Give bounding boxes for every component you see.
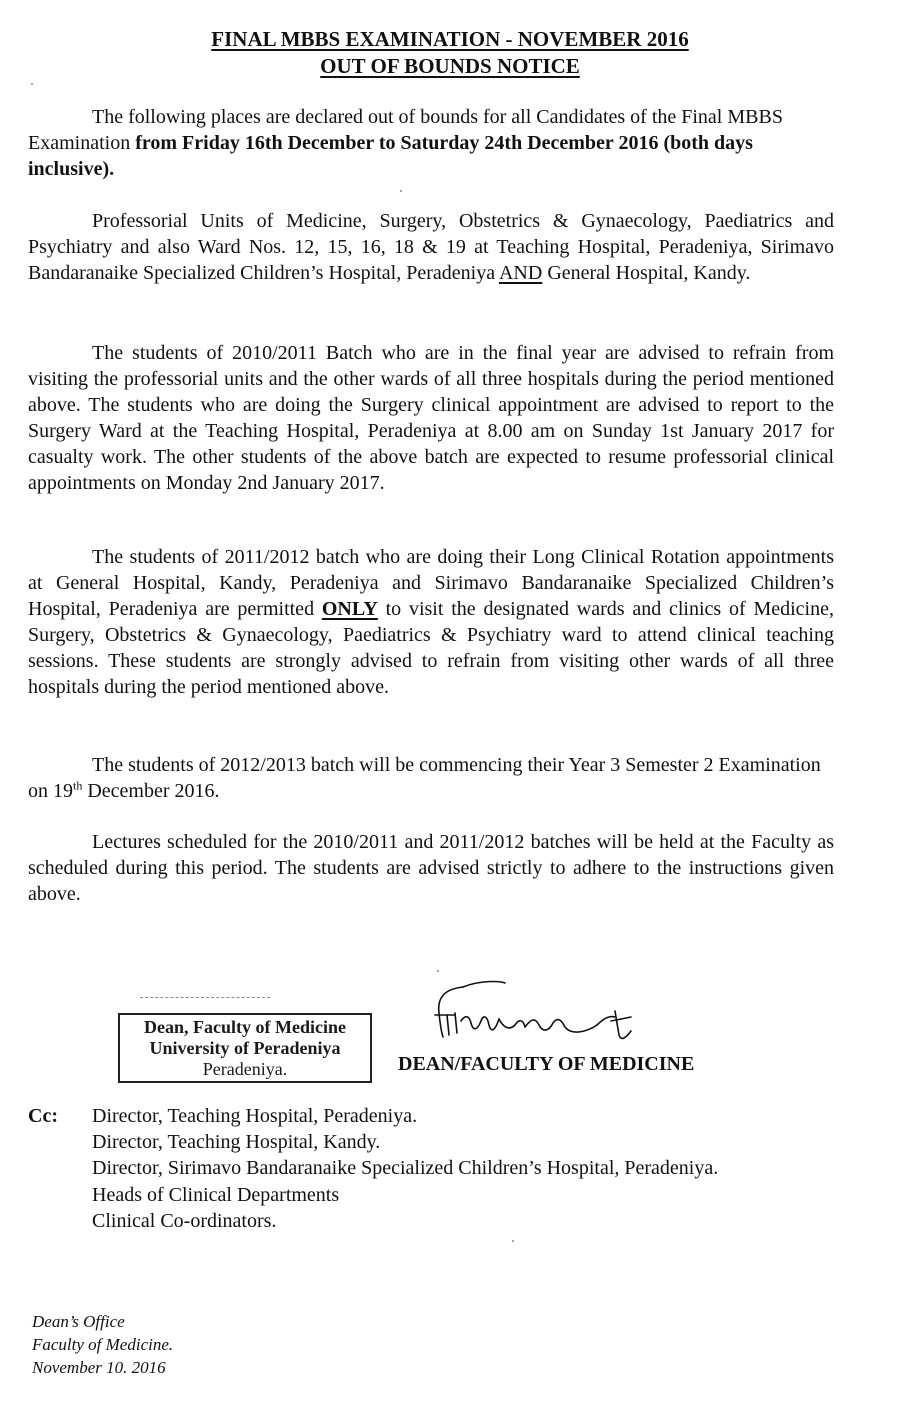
- paragraph-text: The students of 2011/2012 batch who are doing their Long Clinical Rotation appointments at General Hospital, Kandy, Peradeniya and Sirimavo Bandaranaike Specialized Children’s Hospital, Peradeniya are permitted: [28, 546, 834, 620]
- official-stamp: [118, 1013, 372, 1083]
- dean-signature: [425, 975, 655, 1045]
- notice-title-block: [0, 26, 900, 80]
- paragraph-text: The students of 2010/2011 Batch who are in the final year are advised to refrain from visiting the professorial units and the other wards of all three hospitals during the period mentioned above. The students who are doing the Surgery clinical appointment are advised to report to the Surgery Ward at the Teaching Hospital, Peradeniya at 8.00 am on Sunday 1st January 2017 for casualty work. The other students of the above batch are expected to resume professorial clinical appointments on Monday 2nd January 2017.: [28, 342, 834, 494]
- footer-date: November 10. 2016: [32, 1358, 166, 1377]
- scan-speck: [512, 1240, 514, 1242]
- footer-sender-block: [32, 1310, 173, 1379]
- stamp-line-1: Dean, Faculty of Medicine: [144, 1017, 346, 1037]
- cc-label: Cc:: [28, 1105, 58, 1127]
- ordinal-suffix: th: [73, 778, 83, 793]
- cc-recipient: Heads of Clinical Departments: [92, 1183, 340, 1206]
- stamp-line-3: Peradeniya.: [202, 1059, 288, 1079]
- stamp-line-2: University of Peradeniya: [149, 1038, 341, 1058]
- notice-title: FINAL MBBS EXAMINATION - NOVEMBER 2016: [211, 27, 689, 51]
- paragraph-lectures: [28, 829, 834, 907]
- underlined-and: AND: [498, 262, 543, 284]
- paragraph-out-of-bounds-dates: [28, 104, 834, 182]
- cc-recipient: Director, Sirimavo Bandaranaike Specialized Children’s Hospital, Peradeniya.: [92, 1157, 719, 1180]
- emphasis-only: ONLY: [321, 598, 378, 620]
- signatory-title: DEAN/FACULTY OF MEDICINE: [398, 1053, 695, 1075]
- paragraph-text: Lectures scheduled for the 2010/2011 and 2011/2012 batches will be held at the Faculty as scheduled during this period. The students are advised strictly to adhere to the instructions given above.: [28, 831, 834, 905]
- stamp-top-mark: [140, 997, 270, 1000]
- paragraph-bold-dates: from Friday 16th December to Saturday 24th December 2016 (both days inclusive).: [28, 132, 753, 180]
- scan-speck: [437, 970, 439, 972]
- scan-speck: [400, 190, 402, 192]
- paragraph-text: December 2016.: [82, 780, 220, 802]
- footer-faculty: Faculty of Medicine.: [32, 1335, 174, 1354]
- paragraph-batch-2012: [28, 752, 834, 804]
- scan-speck: [31, 83, 33, 85]
- cc-recipient: Director, Teaching Hospital, Kandy.: [92, 1131, 381, 1154]
- paragraph-text: The students of 2012/2013 batch will be commencing their Year 3 Semester 2 Examination on 19: [28, 754, 821, 802]
- paragraph-text: Professorial Units of Medicine, Surgery, Obstetrics & Gynaecology, Paediatrics and Psychiatry and also Ward Nos. 12, 15, 16, 18 & 19 at Teaching Hospital, Peradeniya, Sirimavo Bandaranaike Specialized Children’s Hospital, Peradeniya: [28, 210, 834, 284]
- paragraph-text: General Hospital, Kandy.: [542, 262, 751, 284]
- paragraph-batch-2010: [28, 340, 834, 496]
- cc-recipient-list: [92, 1103, 718, 1234]
- paragraph-batch-2011: [28, 544, 834, 700]
- footer-office: Dean’s Office: [32, 1312, 125, 1331]
- paragraph-places: [28, 208, 834, 286]
- cc-recipient: Director, Teaching Hospital, Peradeniya.: [92, 1105, 418, 1127]
- paragraph-text: to visit the designated wards and clinics of Medicine, Surgery, Obstetrics & Gynaecology, Paediatrics & Psychiatry ward to attend clinical teaching sessions. These students are strongly advised to refrain from visiting other wards of all three hospitals during the period mentioned above.: [28, 598, 834, 698]
- notice-subtitle: OUT OF BOUNDS NOTICE: [320, 54, 580, 78]
- paragraph-text: The following places are declared out of bounds for all Candidates of the Final MBBS Examination: [28, 106, 783, 154]
- cc-recipient: Clinical Co-ordinators.: [92, 1209, 277, 1232]
